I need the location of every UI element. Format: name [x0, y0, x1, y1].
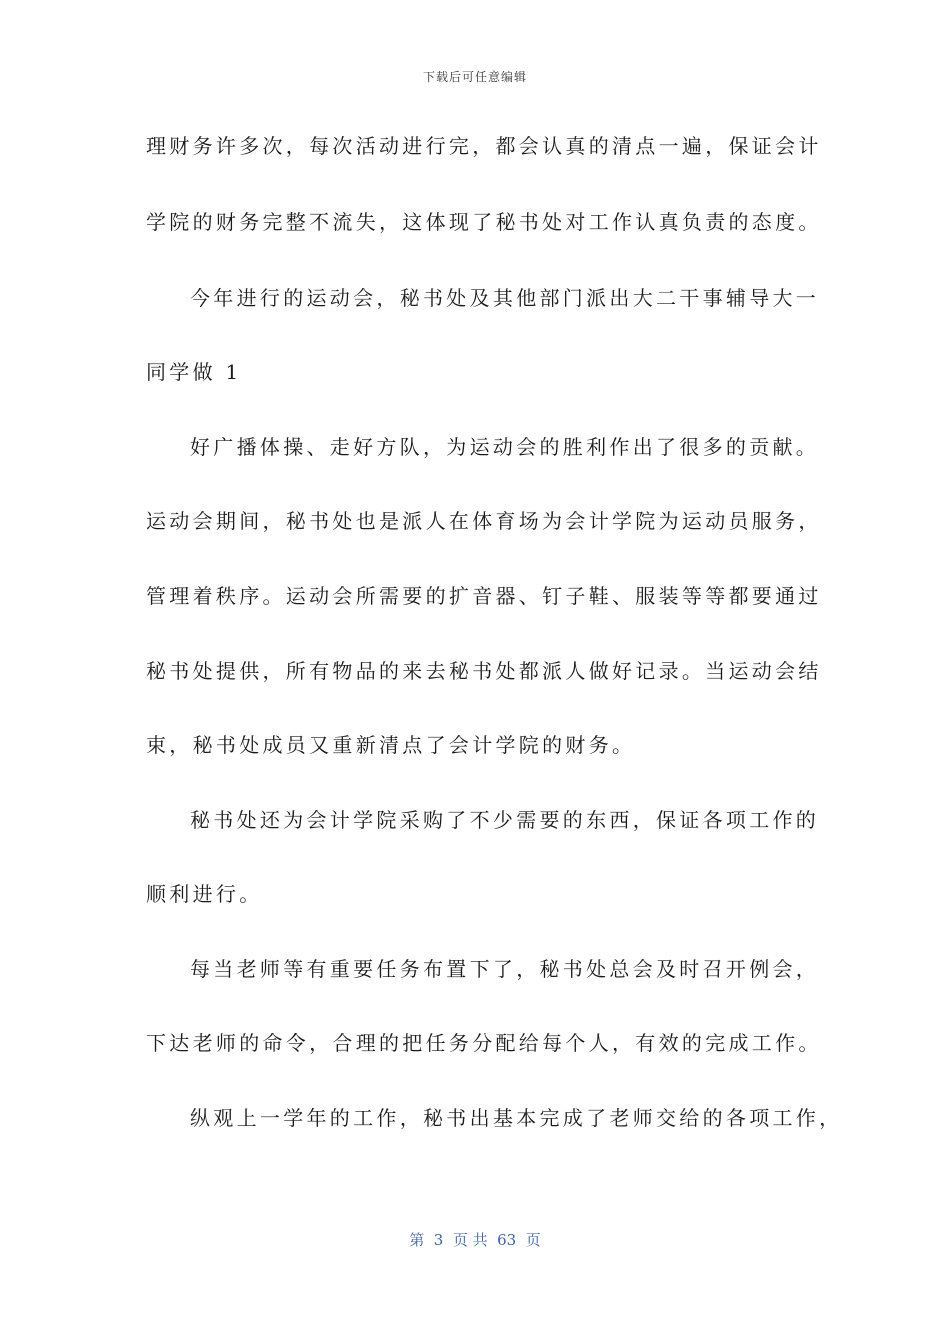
- text-line: 管理着秩序。运动会所需要的扩音器、钉子鞋、服装等等都要通过: [146, 584, 822, 608]
- text-line: 每当老师等有重要任务布置下了，秘书处总会及时召开例会，: [190, 957, 820, 981]
- text-line: 秘书处还为会计学院采购了不少需要的东西，保证各项工作的: [190, 808, 820, 832]
- text-line: 秘书处提供，所有物品的来去秘书处都派人做好记录。当运动会结: [146, 659, 822, 683]
- text-line: 学院的财务完整不流失，这体现了秘书处对工作认真负责的态度。: [146, 210, 822, 234]
- text-line: 运动会期间，秘书处也是派人在体育场为会计学院为运动员服务，: [146, 509, 822, 533]
- text-line: 今年进行的运动会，秘书处及其他部门派出大二干事辅导大一: [190, 286, 820, 310]
- text-line: 束，秘书处成员又重新清点了会计学院的财务。: [146, 733, 636, 757]
- page-number: 第 3 页 共 63 页: [409, 1231, 541, 1249]
- text-line: 顺利进行。: [146, 882, 263, 906]
- text-line: 同学做 1: [146, 360, 242, 384]
- text-line: 下达老师的命令，合理的把任务分配给每个人，有效的完成工作。: [146, 1031, 822, 1055]
- text-line: 纵观上一学年的工作，秘书出基本完成了老师交给的各项工作，: [190, 1106, 843, 1130]
- page-header-note: 下载后可任意编辑: [422, 70, 527, 84]
- text-line: 理财务许多次，每次活动进行完，都会认真的清点一遍，保证会计: [146, 134, 822, 158]
- text-line: 好广播体操、走好方队，为运动会的胜利作出了很多的贡献。: [190, 435, 820, 459]
